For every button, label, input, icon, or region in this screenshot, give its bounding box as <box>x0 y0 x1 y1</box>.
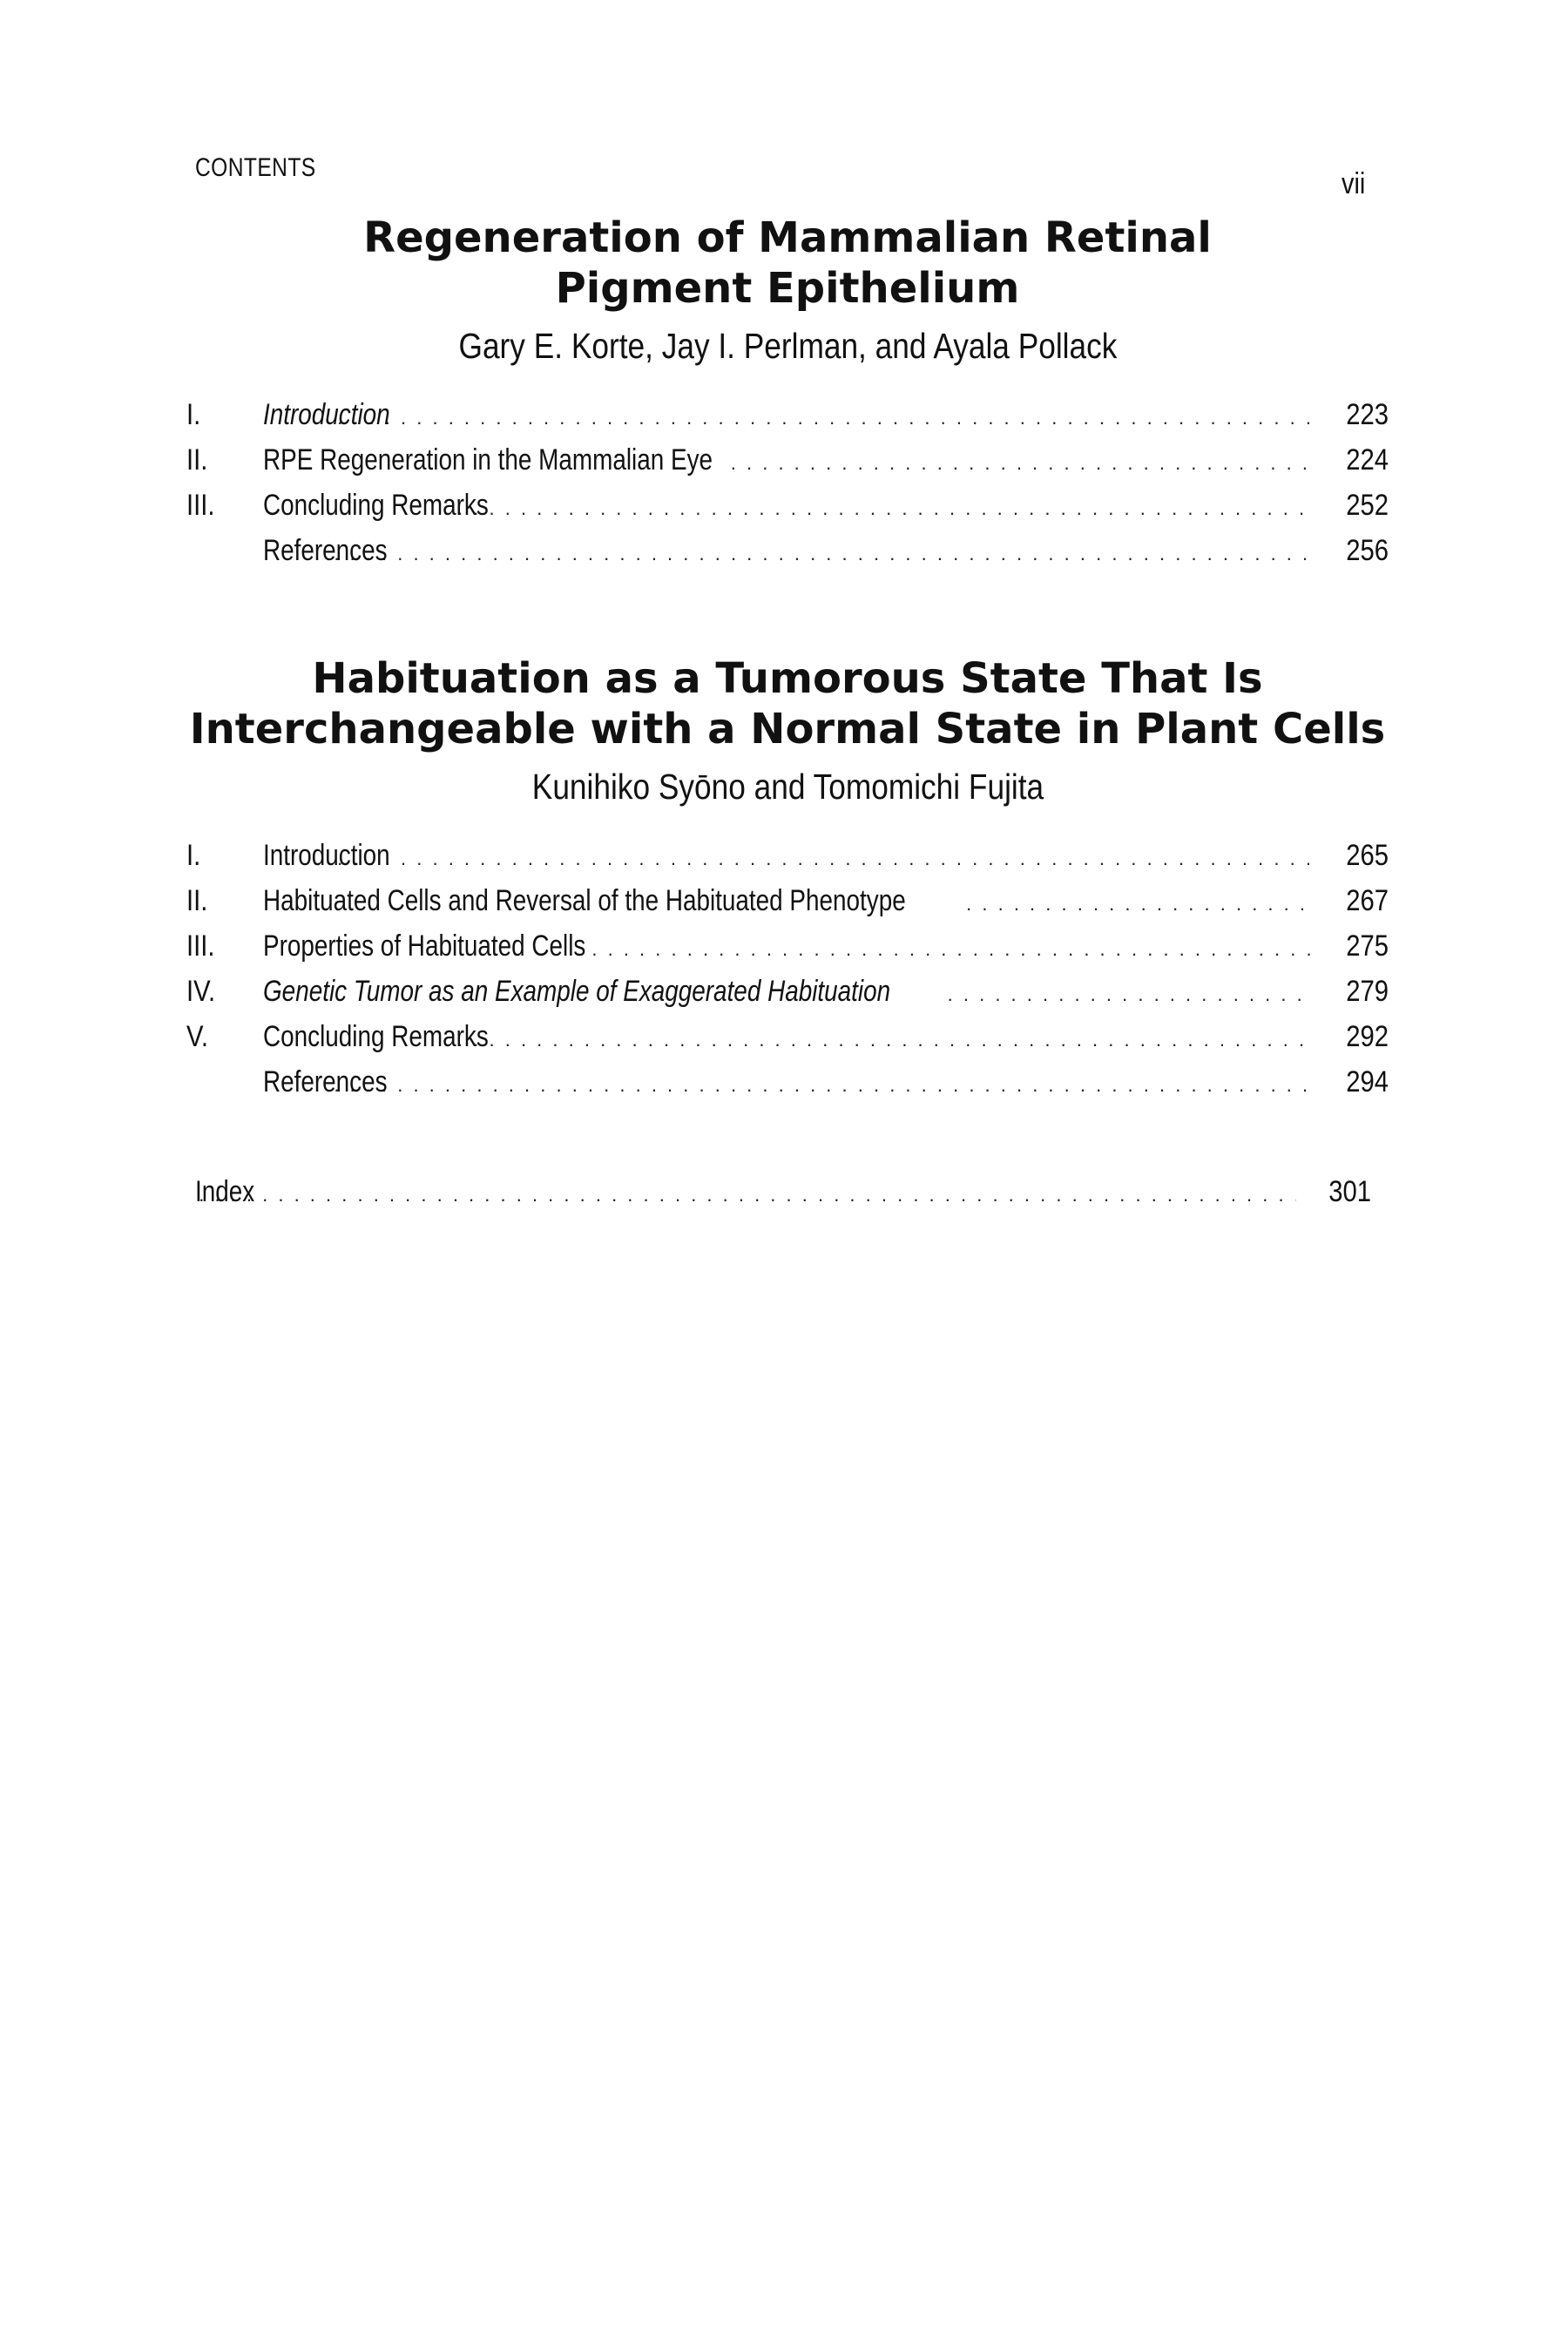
section-title: References <box>263 1065 388 1098</box>
page-number: vii <box>1342 167 1366 200</box>
section-numeral: III. <box>186 929 215 963</box>
chapter-regeneration-retinal <box>186 213 1389 573</box>
section-page: 256 <box>1346 534 1389 567</box>
chapter-toc <box>186 833 1389 1105</box>
section-title: Properties of Habituated Cells <box>263 929 586 963</box>
section-page: 292 <box>1346 1020 1389 1053</box>
section-numeral: III. <box>186 489 215 522</box>
chapter-title <box>186 653 1389 754</box>
section-numeral: IV. <box>186 975 216 1008</box>
section-title: Introduction <box>263 398 390 431</box>
dot-leader <box>457 1017 1314 1063</box>
toc-entry-concluding-remarks[interactable] <box>186 483 1389 528</box>
toc-entry-introduction[interactable] <box>186 833 1389 878</box>
toc-entry-genetic-tumor[interactable] <box>186 969 1389 1014</box>
section-page: 265 <box>1346 839 1389 872</box>
index-page: 301 <box>1328 1175 1371 1208</box>
chapter-habituation-tumorous <box>186 653 1389 1105</box>
toc-entry-rpe-regeneration[interactable] <box>186 437 1389 483</box>
section-page: 252 <box>1346 489 1389 522</box>
section-numeral: V. <box>186 1020 208 1053</box>
section-page: 279 <box>1346 975 1389 1008</box>
dot-leader <box>334 1063 1314 1108</box>
section-page: 224 <box>1346 443 1389 476</box>
dot-leader <box>966 882 1314 927</box>
toc-entry-references[interactable] <box>186 1059 1389 1105</box>
dot-leader <box>337 395 1314 441</box>
toc-entry-properties[interactable] <box>186 923 1389 969</box>
dot-leader <box>731 441 1314 486</box>
toc-entry-introduction[interactable] <box>186 392 1389 437</box>
toc-entry-concluding-remarks[interactable] <box>186 1014 1389 1059</box>
dot-leader <box>576 927 1314 972</box>
dot-leader <box>457 486 1314 531</box>
toc-entry-references[interactable] <box>186 528 1389 573</box>
section-title: Habituated Cells and Reversal of the Habituated Phenotype <box>263 884 906 917</box>
chapter-title-line-1: Regeneration of Mammalian Retinal <box>363 213 1212 262</box>
toc-entry-habituated-cells[interactable] <box>186 878 1389 923</box>
section-numeral: II. <box>186 884 208 917</box>
chapter-authors: Gary E. Korte, Jay I. Perlman, and Ayala Pollack <box>458 326 1117 366</box>
chapter-authors: Kunihiko Syōno and Tomomichi Fujita <box>531 767 1044 807</box>
chapter-title-line-1: Habituation as a Tumorous State That Is <box>312 654 1263 703</box>
index-label: Index <box>195 1175 255 1208</box>
section-title: Genetic Tumor as an Example of Exaggerated Habituation <box>263 975 891 1008</box>
section-title: References <box>263 534 388 567</box>
chapter-toc <box>186 392 1389 573</box>
chapter-title <box>186 213 1389 314</box>
dot-leader <box>337 836 1314 882</box>
dot-leader <box>195 1173 1296 1218</box>
chapter-title-line-2: Pigment Epithelium <box>555 264 1020 313</box>
dot-leader <box>948 972 1314 1017</box>
chapter-title-line-2: Interchangeable with a Normal State in Plant Cells <box>189 705 1386 754</box>
section-page: 223 <box>1346 398 1389 431</box>
section-page: 294 <box>1346 1065 1389 1098</box>
section-title: RPE Regeneration in the Mammalian Eye <box>263 443 713 476</box>
section-title: Concluding Remarks <box>263 489 489 522</box>
section-page: 267 <box>1346 884 1389 917</box>
section-title: Concluding Remarks <box>263 1020 489 1053</box>
section-numeral: I. <box>186 839 201 872</box>
toc-entry-index[interactable] <box>195 1169 1371 1218</box>
section-page: 275 <box>1346 929 1389 963</box>
section-numeral: I. <box>186 398 201 431</box>
running-head: CONTENTS <box>195 153 316 182</box>
section-title: Introduction <box>263 839 390 872</box>
section-numeral: II. <box>186 443 208 476</box>
dot-leader <box>334 531 1314 577</box>
